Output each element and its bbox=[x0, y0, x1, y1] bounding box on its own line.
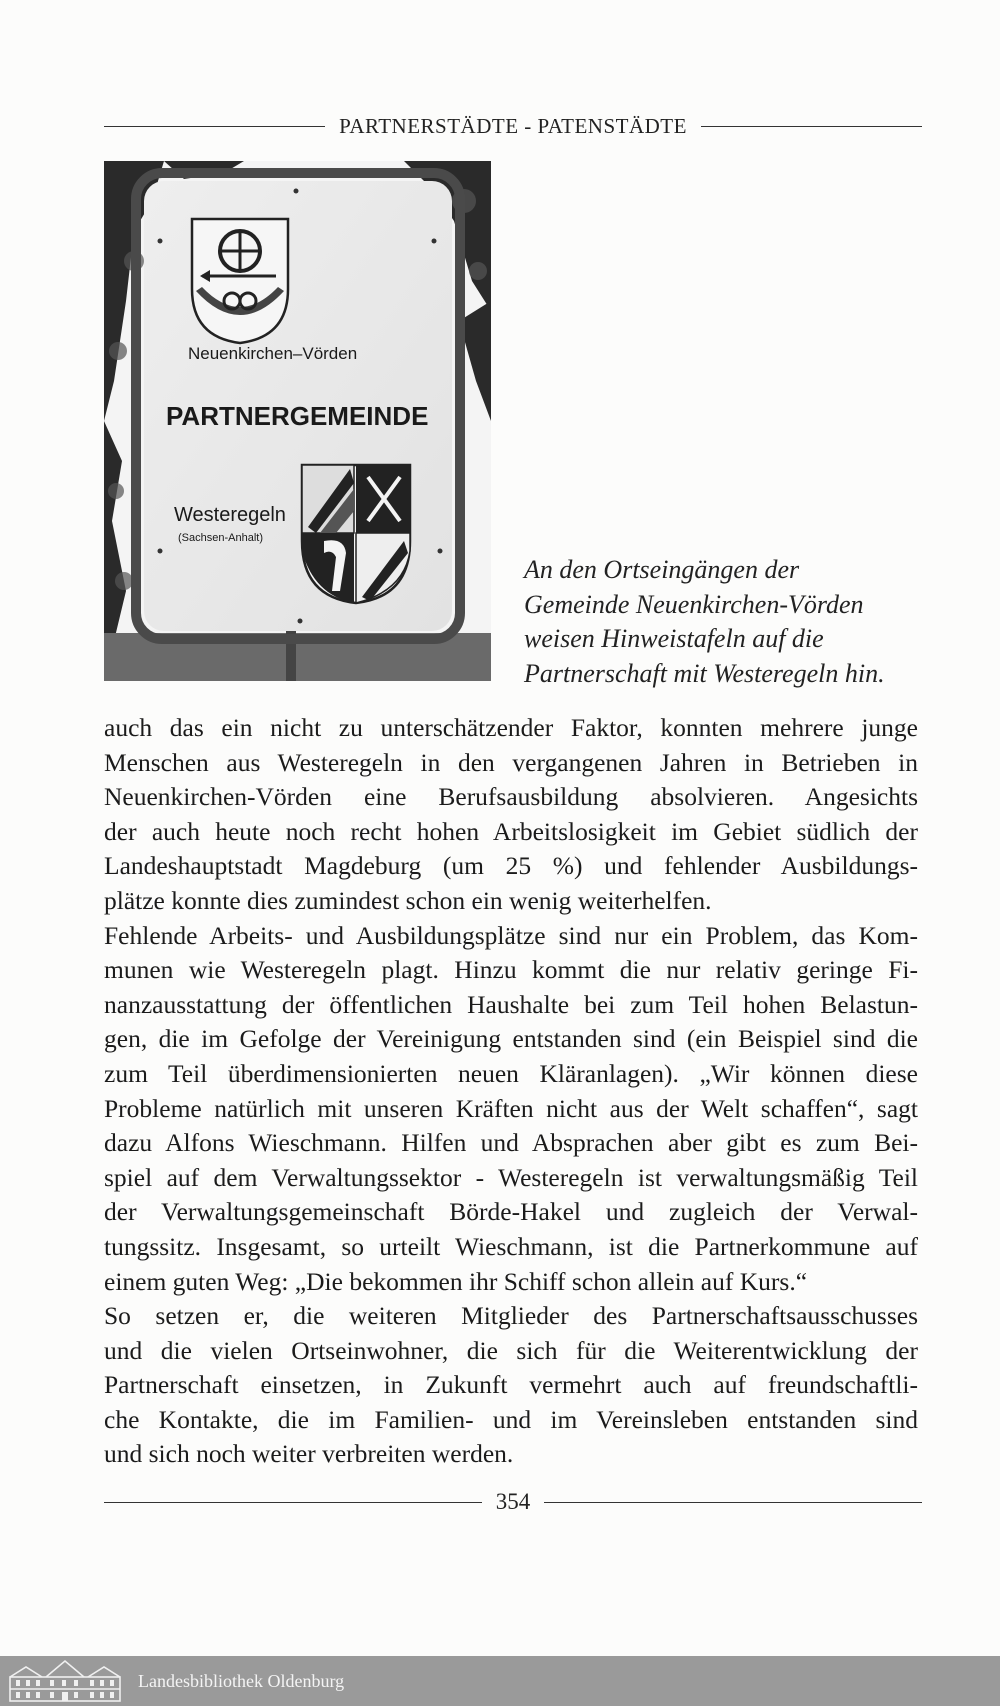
sign-photo-graphic bbox=[104, 161, 491, 681]
running-header bbox=[104, 112, 922, 140]
body-line: und die vielen Ortseinwohner, die sich für die Weiterentwicklung der bbox=[104, 1335, 918, 1365]
body-line: spiel auf dem Verwaltungssektor - Westeregeln ist verwaltungsmäßig Teil bbox=[104, 1162, 918, 1192]
body-line: zum Teil überdimensionierten neuen Kläranlagen). „Wir können diese bbox=[104, 1058, 918, 1088]
body-line: Partnerschaft einsetzen, in Zukunft vermehrt auch auf freundschaftli- bbox=[104, 1370, 918, 1400]
coat-of-arms-westeregeln bbox=[302, 465, 410, 603]
body-paragraphs bbox=[104, 711, 918, 1472]
body-line: auch das ein nicht zu unterschätzender Faktor, konnten mehrere junge bbox=[104, 713, 918, 742]
sign-town-bottom: Westeregeln bbox=[174, 504, 286, 526]
sign-region: (Sachsen-Anhalt) bbox=[178, 532, 263, 544]
body-line: Probleme natürlich mit unseren Kräften nicht aus der Welt schaffen“, sagt bbox=[104, 1093, 918, 1123]
body-line: Menschen aus Westeregeln in den vergangenen Jahren in Betrieben in bbox=[104, 747, 918, 777]
body-line: plätze konnte dies zumindest schon ein wenig weiterhelfen. bbox=[104, 885, 712, 915]
body-line: che Kontakte, die im Familien- und im Vereinsleben entstanden sind bbox=[104, 1404, 918, 1434]
body-line: und sich noch weiter verbreiten werden. bbox=[104, 1439, 514, 1469]
body-line: Fehlende Arbeits- und Ausbildungsplätze sind nur ein Problem, das Kom- bbox=[104, 920, 918, 950]
sign-town-top: Neuenkirchen–Vörden bbox=[188, 344, 358, 363]
body-line: der auch heute noch recht hohen Arbeitslosigkeit im Gebiet südlich der bbox=[104, 816, 918, 846]
header-rule-left bbox=[104, 126, 325, 127]
body-line: nanzausstattung der öffentlichen Haushalte bei zum Teil hohen Belastun- bbox=[104, 989, 918, 1019]
body-line: einem guten Weg: „Die bekommen ihr Schiff schon allein auf Kurs.“ bbox=[104, 1266, 808, 1296]
body-line: Neuenkirchen-Vörden eine Berufsausbildung absolvieren. Angesichts bbox=[104, 782, 918, 812]
caption-line: An den Ortseingängen der bbox=[524, 555, 800, 584]
page-footer bbox=[104, 1487, 922, 1517]
library-building-icon bbox=[6, 1659, 124, 1703]
body-line: So setzen er, die weiteren Mitglieder des Partnerschaftsausschusses bbox=[104, 1301, 918, 1331]
library-banner bbox=[0, 1656, 1000, 1706]
body-line: munen wie Westeregeln plagt. Hinzu kommt die nur relativ geringe Fi- bbox=[104, 955, 918, 985]
footer-rule-right bbox=[544, 1502, 922, 1503]
body-line: der Verwaltungsgemeinschaft Börde-Hakel und zugleich der Verwal- bbox=[104, 1197, 918, 1227]
caption-line: weisen Hinweistafeln auf die bbox=[524, 624, 824, 653]
header-rule-right bbox=[701, 126, 922, 127]
library-name: Landesbibliothek Oldenburg bbox=[138, 1670, 345, 1691]
sign-headline: PARTNERGEMEINDE bbox=[166, 401, 429, 431]
running-header-title: PARTNERSTÄDTE - PATENSTÄDTE bbox=[339, 113, 687, 138]
body-line: Landeshauptstadt Magdeburg (um 25 %) und fehlender Ausbildungs- bbox=[104, 851, 918, 881]
caption-line: Gemeinde Neuenkirchen-Vörden bbox=[524, 589, 864, 619]
body-line: tungssitz. Insgesamt, so urteilt Wieschmann, ist die Partnerkommune auf bbox=[104, 1231, 918, 1261]
caption-line: Partnerschaft mit Westeregeln hin. bbox=[524, 658, 885, 688]
photo-caption bbox=[524, 553, 924, 691]
body-line: gen, die im Gefolge der Vereinigung entstanden sind (ein Beispiel sind die bbox=[104, 1024, 918, 1054]
page-number: 354 bbox=[495, 1489, 531, 1514]
body-line: dazu Alfons Wieschmann. Hilfen und Absprachen aber gibt es zum Bei- bbox=[104, 1128, 918, 1158]
coat-of-arms-neuenkirchen bbox=[192, 219, 288, 343]
footer-rule-left bbox=[104, 1502, 482, 1503]
sign-photo bbox=[104, 161, 491, 681]
